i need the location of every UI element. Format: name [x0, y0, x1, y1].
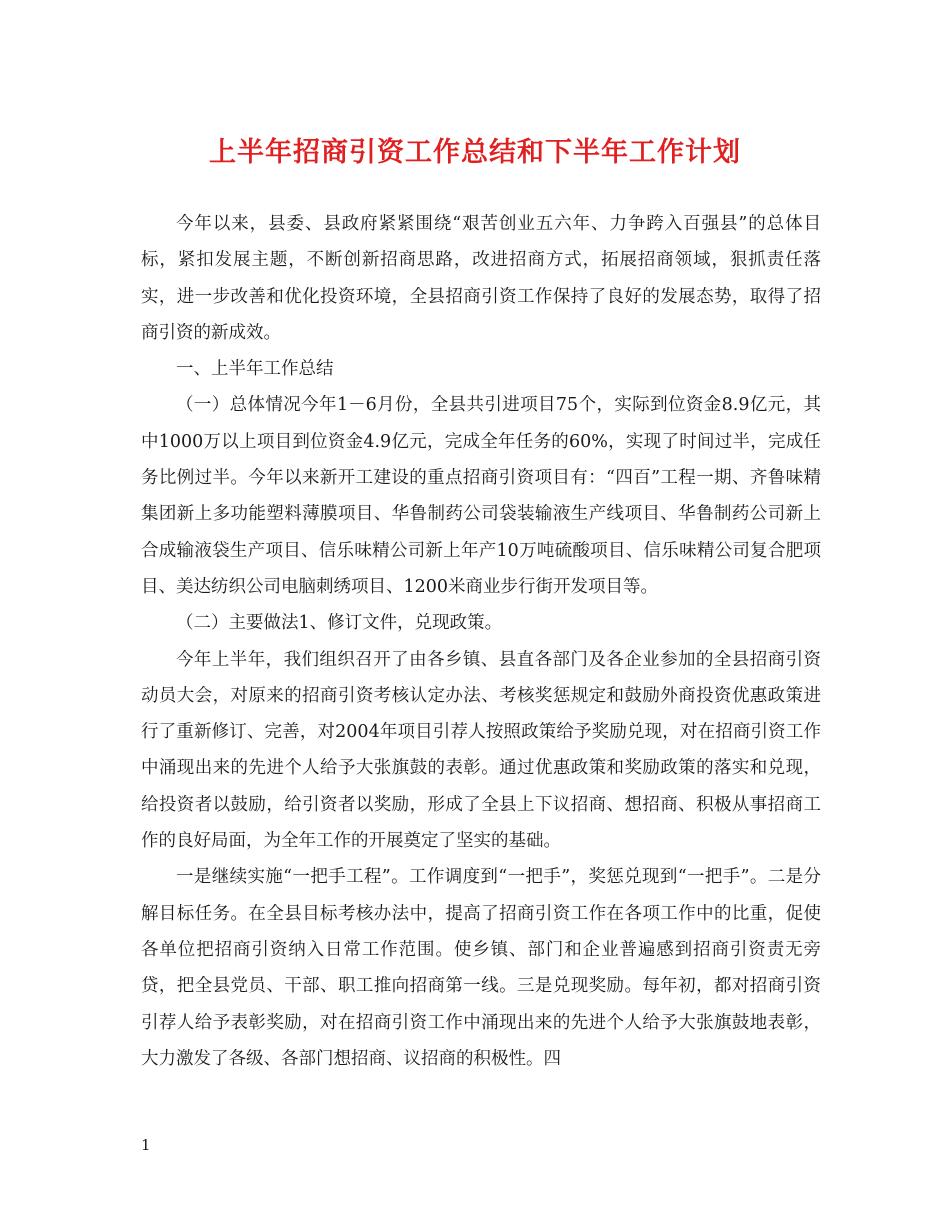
subsection-heading-methods: （二）主要做法1、修订文件，兑现政策。 [176, 613, 503, 634]
section-heading-summary: 一、上半年工作总结 [176, 359, 334, 380]
paragraph-measures: 一是继续实施“一把手工程”。工作调度到“一把手”，奖惩兑现到“一把手”。二是分解目标任务。在全县目标考核办法中，提高了招商引资工作在各项工作中的比重，促使各单位把招商引资纳入日常工作范围。使乡镇、部门和企业普遍感到招商引资责无旁贷，把全县党员、干部、职工推向招商第一线。三是兑现奖励。每年初，都对招商引资引荐人给予表彰奖励，对在招商引资工作中涌现出来的先进个人给予大张旗鼓地表彰，大力激发了各级、各部门想招商、议招商的积极性。四 [141, 867, 821, 1069]
paragraph-intro: 今年以来，县委、县政府紧紧围绕“艰苦创业五六年、力争跨入百强县”的总体目标，紧扣发展主题，不断创新招商思路，改进招商方式，拓展招商领域，狠抓责任落实，进一步改善和优化投资环境，全县招商引资工作保持了良好的发展态势，取得了招商引资的新成效。 [141, 214, 821, 343]
paragraph-methods: 今年上半年，我们组织召开了由各乡镇、县直各部门及各企业参加的全县招商引资动员大会，对原来的招商引资考核认定办法、考核奖惩规定和鼓励外商投资优惠政策进行了重新修订、完善，对2004年项目引荐人按照政策给予奖励兑现，对在招商引资工作中涌现出来的先进个人给予大张旗鼓的表彰。通过优惠政策和奖励政策的落实和兑现，给投资者以鼓励，给引资者以奖励，形成了全县上下议招商、想招商、积极从事招商工作的良好局面，为全年工作的开展奠定了坚实的基础。 [141, 649, 821, 852]
paragraph-overview: （一）总体情况今年1－6月份，全县共引进项目75个，实际到位资金8.9亿元，其中1000万以上项目到位资金4.9亿元，完成全年任务的60%，实现了时间过半，完成任务比例过半。今年以来新开工建设的重点招商引资项目有：“四百”工程一期、齐鲁味精集团新上多功能塑料薄膜项目、华鲁制药公司袋装输液生产线项目、华鲁制药公司新上合成输液袋生产项目、信乐味精公司新上年产10万吨硫酸项目、信乐味精公司复合肥项目、美达纺织公司电脑刺绣项目、1200米商业步行街开发项目等。 [141, 395, 821, 597]
document-title: 上半年招商引资工作总结和下半年工作计划 [209, 137, 741, 168]
document-body [141, 206, 821, 1077]
page-number: 1 [141, 1136, 151, 1154]
